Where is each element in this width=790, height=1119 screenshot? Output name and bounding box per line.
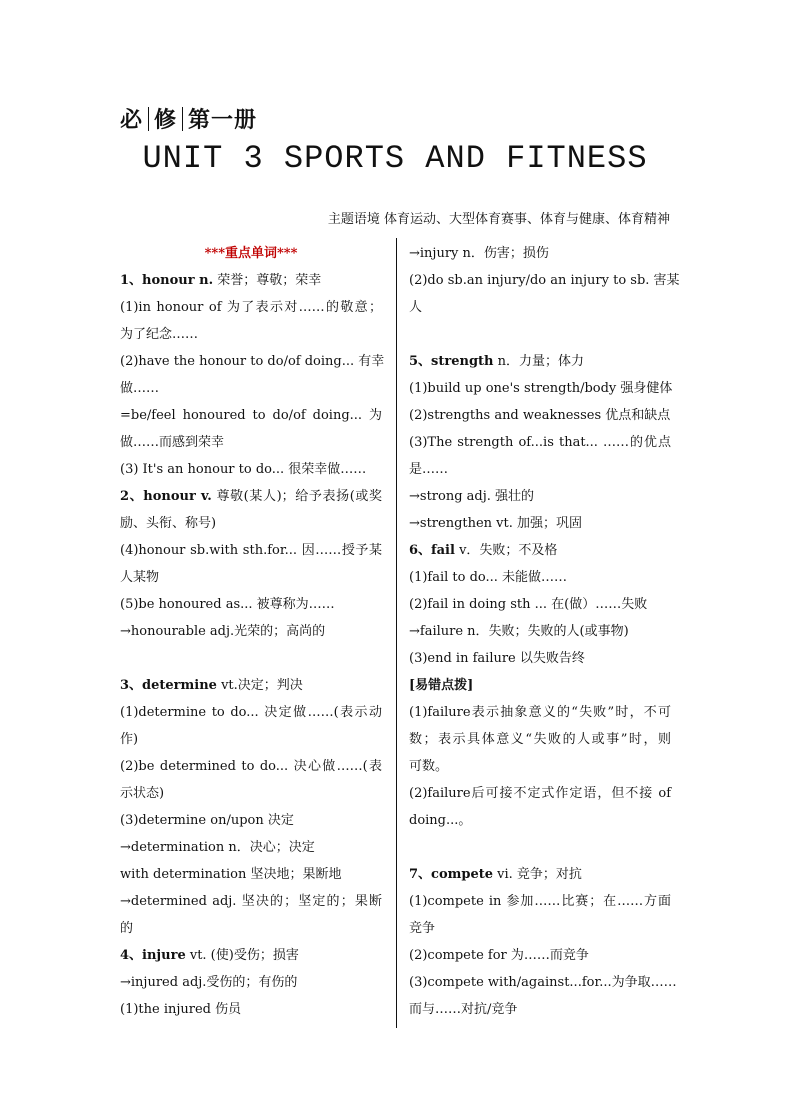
- entry-headword: 2、honour v.: [120, 489, 212, 504]
- entry-text: 是……: [409, 462, 449, 477]
- entry-line: [409, 699, 671, 726]
- entry-line: [120, 240, 382, 267]
- entry-headword: 3、determine: [120, 678, 217, 693]
- entry-line: [120, 564, 382, 591]
- entry-line: [409, 888, 671, 915]
- entry-text: =be/feel honoured to do/of doing... 为: [120, 408, 382, 423]
- entry-text: →injury n．伤害；损伤: [409, 246, 549, 261]
- entry-text: (3)The strength of...is that... ……的优点: [409, 435, 671, 450]
- entry-text: 做……: [120, 381, 160, 396]
- spacer: [120, 645, 382, 672]
- entry-text: 励、头衔、称号): [120, 516, 217, 531]
- entry-line: [120, 753, 382, 780]
- entry-headword: 6、fail: [409, 543, 455, 558]
- entry-line: [409, 456, 671, 483]
- title-separator: [182, 107, 183, 131]
- entry-line: [409, 267, 680, 294]
- entry-line: [409, 807, 671, 834]
- entry-text: 示状态): [120, 786, 165, 801]
- entry-line: [120, 591, 382, 618]
- entry-line: [409, 645, 671, 672]
- entry-line: [409, 780, 671, 807]
- entry-text: (2)have the honour to do/of doing... 有幸: [120, 354, 385, 369]
- title-separator: [148, 107, 149, 131]
- entry-line: [120, 780, 382, 807]
- book-title-part-2: 修: [154, 108, 178, 133]
- entry-line: [409, 483, 671, 510]
- entry-heading: [120, 672, 382, 699]
- entry-line: [120, 348, 385, 375]
- entry-line: [409, 591, 671, 618]
- entry-line: [120, 618, 382, 645]
- entry-headword: 5、strength: [409, 354, 494, 369]
- entry-line: [120, 888, 382, 915]
- entry-text: (2)fail in doing sth ... 在(做）……失败: [409, 597, 648, 612]
- entry-line: [120, 294, 382, 321]
- theme-line: 主题语境 体育运动、大型体育赛事、体育与健康、体育精神: [327, 212, 670, 227]
- entry-text: (2)failure后可接不定式作定语，但不接 of: [409, 786, 671, 801]
- entry-heading: [120, 483, 382, 510]
- entry-text: 而与……对抗/竞争: [409, 1002, 518, 1017]
- entry-text: (1)fail to do... 未能做……: [409, 570, 568, 585]
- entry-text: (2)do sb.an injury/do an injury to sb. 害某: [409, 273, 680, 288]
- spacer: [409, 834, 671, 861]
- entry-text: →failure n．失败；失败的人(或事物): [409, 624, 629, 639]
- entry-line: [120, 726, 382, 753]
- entry-heading: [120, 267, 382, 294]
- entry-line: [409, 915, 671, 942]
- entry-text: (3) It's an honour to do... 很荣幸做……: [120, 462, 367, 477]
- book-title-part-1: 必: [120, 108, 144, 133]
- left-column: [120, 240, 385, 1023]
- entry-text: (3)compete with/against...for...为争取……: [409, 975, 677, 990]
- entry-text: 的: [120, 921, 134, 936]
- entry-headword: 7、compete: [409, 867, 494, 882]
- entry-text: 为了纪念……: [120, 327, 199, 342]
- entry-line: [409, 429, 671, 456]
- entry-line: [120, 861, 382, 888]
- entry-line: [120, 375, 382, 402]
- entry-text: n．力量；体力: [493, 354, 585, 369]
- entry-line: [409, 969, 677, 996]
- entry-heading: [409, 861, 671, 888]
- entry-text: 尊敬(某人)；给予表扬(或奖: [211, 489, 382, 504]
- entry-line: [120, 510, 382, 537]
- entry-text: with determination 坚决地；果断地: [120, 867, 342, 882]
- entry-text: (5)be honoured as... 被尊称为……: [120, 597, 335, 612]
- entry-line: [409, 942, 671, 969]
- entry-text: (1)in honour of 为了表示对……的敬意；: [120, 300, 382, 315]
- entry-line: [120, 402, 382, 429]
- book-title-part-3: 第一册: [188, 108, 258, 133]
- entry-text: (2)be determined to do... 决心做……(表: [120, 759, 382, 774]
- entry-text: 做……而感到荣幸: [120, 435, 225, 450]
- entry-text: (1)failure表示抽象意义的“失败”时，不可: [409, 705, 671, 720]
- entry-heading: [120, 942, 382, 969]
- entry-text: 荣誉；尊敬；荣幸: [213, 273, 322, 288]
- column-divider: [396, 238, 397, 1028]
- entry-text: (1)compete in 参加……比赛；在……方面: [409, 894, 671, 909]
- entry-text: →strengthen vt. 加强；巩固: [409, 516, 583, 531]
- entry-text: vi. 竞争；对抗: [493, 867, 582, 882]
- entry-line: [409, 294, 671, 321]
- entry-line: [409, 240, 671, 267]
- entry-text: →honourable adj.光荣的；高尚的: [120, 624, 326, 639]
- entry-text: (1)build up one's strength/body 强身健体: [409, 381, 673, 396]
- entry-line: [409, 753, 671, 780]
- entry-text: (1)determine to do... 决定做……(表示动: [120, 705, 382, 720]
- entry-text: vt.决定；判决: [216, 678, 303, 693]
- entry-text: →determined adj. 坚决的；坚定的；果断: [120, 894, 382, 909]
- entry-heading: [409, 348, 671, 375]
- entry-text: →determination n．决心；决定: [120, 840, 315, 855]
- entry-text: (4)honour sb.with sth.for... 因……授予某: [120, 543, 382, 558]
- entry-heading: [409, 672, 671, 699]
- entry-line: [120, 807, 382, 834]
- entry-text: v．失败；不及格: [454, 543, 558, 558]
- entry-text: (1)the injured 伤员: [120, 1002, 242, 1017]
- entry-text: 竞争: [409, 921, 436, 936]
- entry-text: 人: [409, 300, 423, 315]
- spacer: [409, 321, 671, 348]
- entry-line: [120, 996, 382, 1023]
- entry-line: [120, 429, 382, 456]
- right-column: [409, 240, 680, 1023]
- entry-line: [409, 618, 671, 645]
- entry-line: [120, 321, 382, 348]
- book-title: [120, 103, 257, 134]
- entry-line: [120, 915, 382, 942]
- entry-headword: 1、honour n.: [120, 273, 214, 288]
- entry-text: 可数。: [409, 759, 449, 774]
- entry-line: [120, 834, 382, 861]
- entry-line: [409, 402, 671, 429]
- entry-text: (3)determine on/upon 决定: [120, 813, 294, 828]
- unit-title: UNIT 3 SPORTS AND FITNESS: [142, 140, 648, 177]
- entry-line: [120, 456, 382, 483]
- entry-text: 人某物: [120, 570, 160, 585]
- entry-text: (2)compete for 为……而竞争: [409, 948, 589, 963]
- entry-text: →injured adj.受伤的；有伤的: [120, 975, 298, 990]
- entry-headword: [易错点拨]: [409, 678, 474, 693]
- entry-line: [409, 726, 671, 753]
- entry-headword: 4、injure: [120, 948, 186, 963]
- entry-line: [409, 510, 671, 537]
- entry-line: [120, 969, 382, 996]
- entry-text: →strong adj. 强壮的: [409, 489, 535, 504]
- entry-line: [120, 699, 382, 726]
- entry-text: (2)strengths and weaknesses 优点和缺点: [409, 408, 671, 423]
- entry-text: vt. (使)受伤；损害: [185, 948, 299, 963]
- entry-text: ***重点单词***: [204, 246, 298, 261]
- entry-line: [409, 375, 671, 402]
- entry-line: [120, 537, 382, 564]
- entry-line: [409, 996, 671, 1023]
- entry-heading: [409, 537, 671, 564]
- entry-text: 作): [120, 732, 139, 747]
- entry-text: (3)end in failure 以失败告终: [409, 651, 585, 666]
- entry-line: [409, 564, 671, 591]
- entry-text: 数；表示具体意义“失败的人或事”时，则: [409, 732, 671, 747]
- entry-text: doing...。: [409, 813, 472, 828]
